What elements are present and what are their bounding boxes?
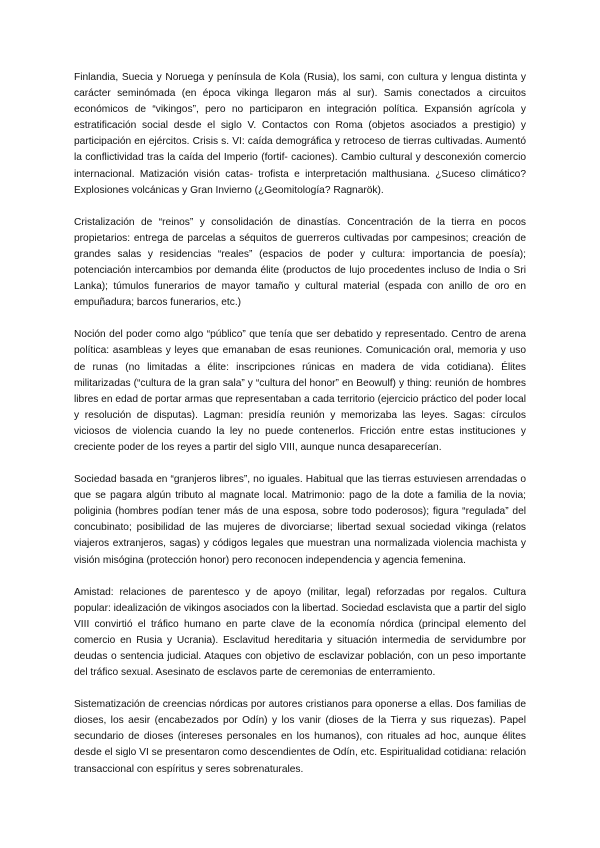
document-page	[74, 70, 526, 794]
paragraph-sami-crisis: Finlandia, Suecia y Noruega y península de Kola (Rusia), los sami, con cultura y lengua distinta y carácter seminómada (en época vikinga llegaron más al sur). Samis conectados a circuitos económicos de “vikingos”, pero no participaron en integración política. Expansión agrícola y estratificación social desde el siglo V. Contactos con Roma (objetos asociados a prestigio) y participación en ejércitos. Crisis s. VI: caída demográfica y retroceso de tierras cultivadas. Aumentó la conflictividad tras la caída del Imperio (fortif- caciones). Cambio cultural y desconexión comercio internacional. Matización visión catas- trofista e interpretación malthusiana. ¿Suceso climático? Explosiones volcánicas y Gran Invierno (¿Geomitología? Ragnarök).	[74, 72, 526, 196]
paragraph-creencias-nordicas: Sistematización de creencias nórdicas por autores cristianos para oponerse a ellas. Dos familias de dioses, los aesir (encabezados por Odín) y los vanir (dioses de la Tierra y sus riquezas). Papel secundario de dioses (intereses personales en los humanos), con rituales ad hoc, aunque élites desde el siglo VI se presentaron como descendientes de Odín, etc. Espiritualidad cotidiana: relación transaccional con espíritus y seres sobrenaturales.	[74, 699, 526, 775]
paragraph-poder-publico: Noción del poder como algo “público” que tenía que ser debatido y representado. Centro de arena política: asambleas y leyes que emanaban de esas reuniones. Comunicación oral, memoria y uso de runas (no limitadas a élite: inscripciones rúnicas en madera de vida cotidiana). Élites militarizadas (“cultura de la gran sala” y “cultura del honor” en Beowulf) y thing: reunión de hombres libres en edad de portar armas que representaban a cada territorio (ejercicio práctico del poder local y resolución de disputas). Lagman: presidía reunión y memorizaba las leyes. Sagas: círculos viciosos de violencia cuando la ley no puede contenerlos. Fricción entre estas instituciones y creciente poder de los reyes a partir del siglo VIII, aunque nunca desaparecerían.	[74, 329, 526, 453]
paragraph-reinos-dinastias: Cristalización de “reinos” y consolidación de dinastías. Concentración de la tierra en pocos propietarios: entrega de parcelas a séquitos de guerreros cultivadas por campesinos; creación de grandes salas y residencias “reales” (espacios de poder y cultura: importancia de poesía); potenciación intercambios por demanda élite (productos de lujo procedentes incluso de India o Sri Lanka); túmulos funerarios de mayor tamaño y cultural material (espada con anillo de oro en empuñadura; barcos funerarios, etc.)	[74, 216, 526, 309]
paragraph-amistad-esclavitud: Amistad: relaciones de parentesco y de apoyo (militar, legal) reforzadas por regalos. Cultura popular: idealización de vikingos asociados con la libertad. Sociedad esclavista que a partir del siglo VIII convirtió el tráfico humano en parte clave de la economía nórdica (principal elemento del comercio en Rusia y Ucrania). Esclavitud hereditaria y situación intermedia de servidumbre por deudas o sentencia judicial. Ataques con objetivo de esclavizar población, con un peso importante del tráfico sexual. Asesinato de esclavos parte de ceremonias de enterramiento.	[74, 586, 526, 679]
paragraph-sociedad-granjeros: Sociedad basada en “granjeros libres”, no iguales. Habitual que las tierras estuviesen arrendadas o que se pagara algún tributo al magnate local. Matrimonio: pago de la dote a familia de la novia; poliginia (hombres podían tener más de una esposa, sobre todo poderosos); figura “regulada” del concubinato; posibilidad de las mujeres de divorciarse; libertad sexual sociedad vikinga (relatos viajeros extranjeros, sagas) y códigos legales que muestran una normalizada violencia machista y visión misógina (protección honor) pero reconocen independencia y agencia femenina.	[74, 474, 526, 566]
